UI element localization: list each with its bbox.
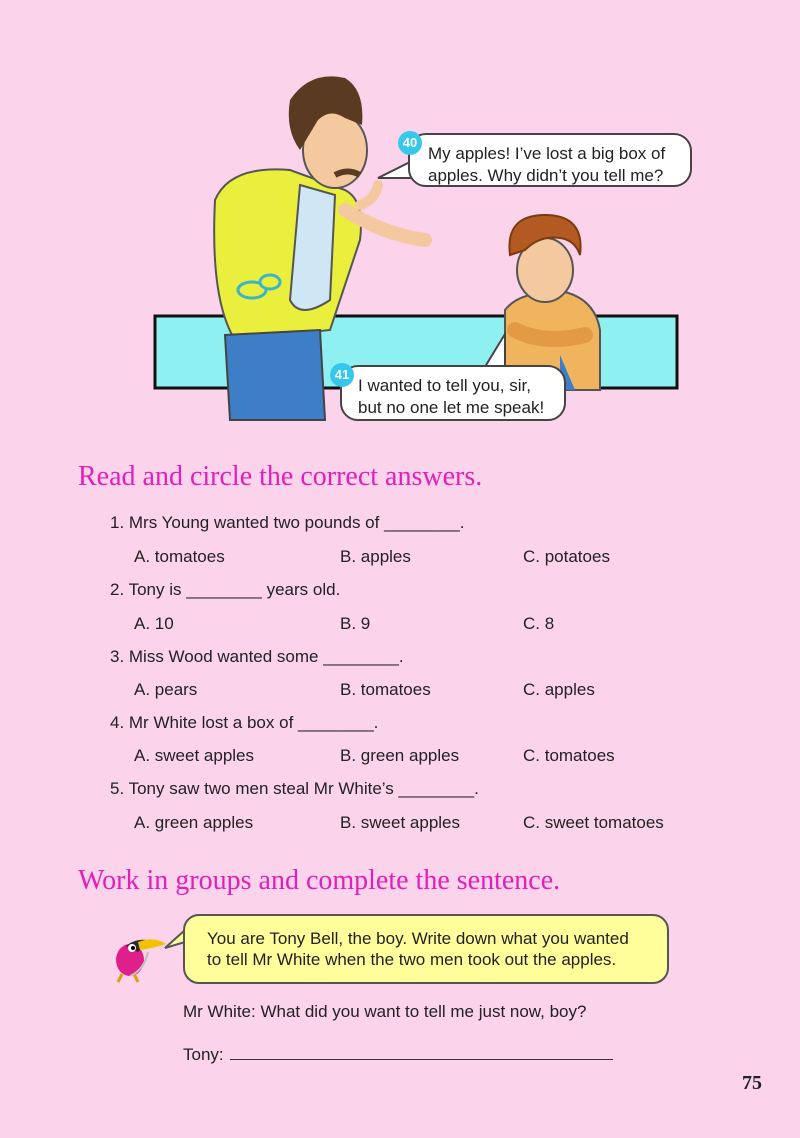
option-b[interactable]: B. apples [340, 547, 411, 566]
dialog-tony [183, 1043, 613, 1065]
option-b[interactable]: B. 9 [340, 614, 371, 633]
question-text: 1. Mrs Young wanted two pounds of ________. [110, 513, 465, 532]
page-number: 75 [742, 1072, 762, 1094]
option-b[interactable]: B. green apples [340, 746, 460, 765]
audio-track-number: 40 [398, 131, 422, 155]
prompt-line: You are Tony Bell, the boy. Write down what you wanted [207, 929, 629, 948]
option-a[interactable]: A. sweet apples [134, 746, 255, 765]
option-a[interactable]: A. tomatoes [134, 547, 225, 566]
answer-blank-line[interactable] [230, 1043, 613, 1060]
bubble-text-line: apples. Why didn’t you tell me? [428, 166, 664, 185]
option-c[interactable]: C. sweet tomatoes [523, 813, 664, 832]
option-c[interactable]: C. 8 [523, 614, 555, 633]
task-prompt-bubble [183, 914, 669, 984]
option-a[interactable]: A. 10 [134, 614, 174, 633]
bubble-text-line: I wanted to tell you, sir, [358, 376, 531, 395]
option-c[interactable]: C. potatoes [523, 547, 610, 566]
audio-track-number: 41 [330, 363, 354, 387]
prompt-line: to tell Mr White when the two men took out the apples. [207, 950, 617, 969]
section-title-read: Read and circle the correct answers. [78, 461, 483, 492]
option-a[interactable]: A. green apples [134, 813, 254, 832]
question-text: 4. Mr White lost a box of ________. [110, 713, 379, 732]
option-c[interactable]: C. tomatoes [523, 746, 615, 765]
dialog-mr-white: Mr White: What did you want to tell me just now, boy? [183, 1002, 587, 1021]
speech-bubble-tony [334, 365, 566, 421]
question-text: 2. Tony is ________ years old. [110, 580, 341, 599]
option-a[interactable]: A. pears [134, 680, 198, 699]
option-b[interactable]: B. sweet apples [340, 813, 461, 832]
bubble-text-line: but no one let me speak! [358, 398, 545, 417]
dialog-tony-label: Tony: [183, 1045, 224, 1064]
question-text: 3. Miss Wood wanted some ________. [110, 647, 404, 666]
speech-bubble-mr-white [402, 133, 692, 187]
option-c[interactable]: C. apples [523, 680, 595, 699]
question-text: 5. Tony saw two men steal Mr White’s ________. [110, 779, 479, 798]
bubble-text-line: My apples! I’ve lost a big box of [428, 144, 666, 163]
option-b[interactable]: B. tomatoes [340, 680, 431, 699]
section-title-work: Work in groups and complete the sentence. [78, 865, 561, 896]
